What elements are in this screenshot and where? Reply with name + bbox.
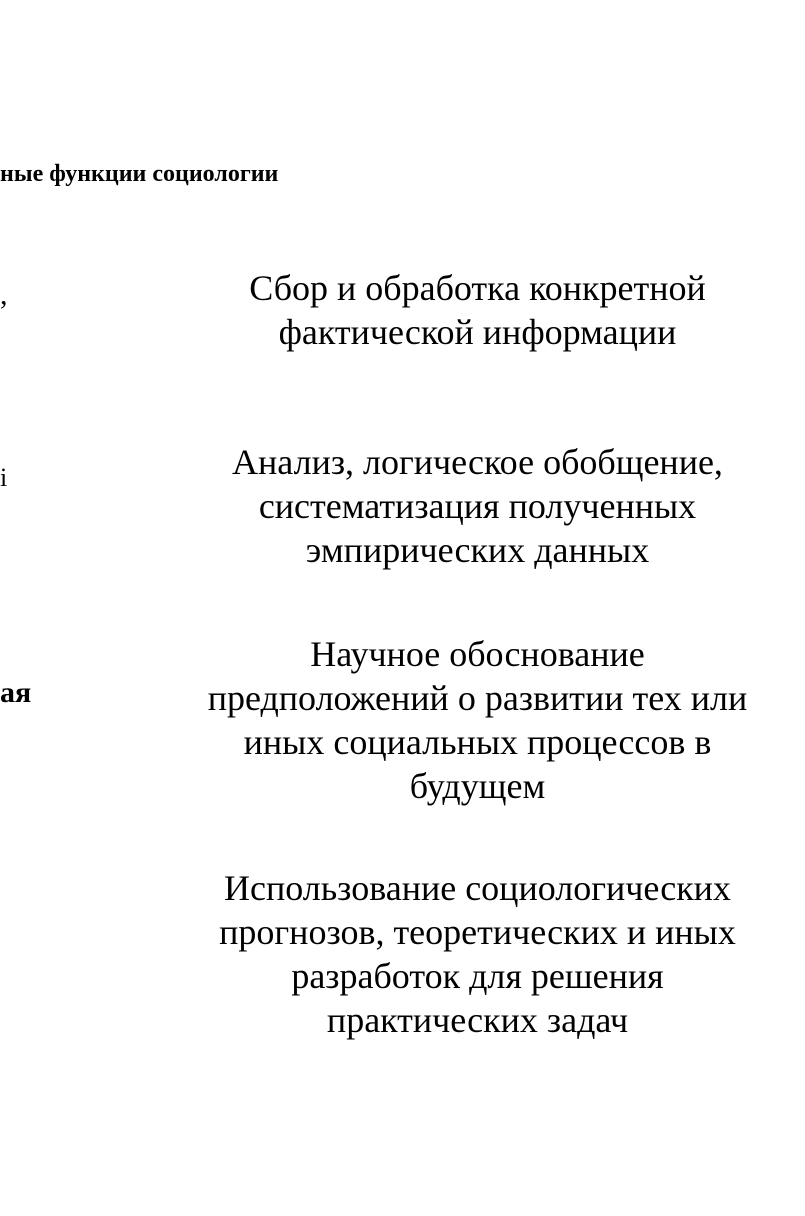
function-description-2: Анализ, логическое обобщение, систематизация полученных эмпирических данных — [232, 442, 723, 570]
function-description-3: Научное обоснование предположений о развитии тех или иных социальных процессов в будущем — [207, 634, 748, 806]
function-description-4: Использование социологических прогнозов, теоретических и иных разработок для решения практических задач — [219, 868, 736, 1040]
left-label-fragment-2: i — [0, 463, 8, 492]
left-label-fragment-3: ая — [0, 676, 32, 709]
function-description-1: Сбор и обработка конкретной фактической информации — [249, 268, 706, 352]
left-label-fragment-1: , — [0, 278, 8, 311]
page-heading: ные функции социологии — [0, 161, 279, 187]
